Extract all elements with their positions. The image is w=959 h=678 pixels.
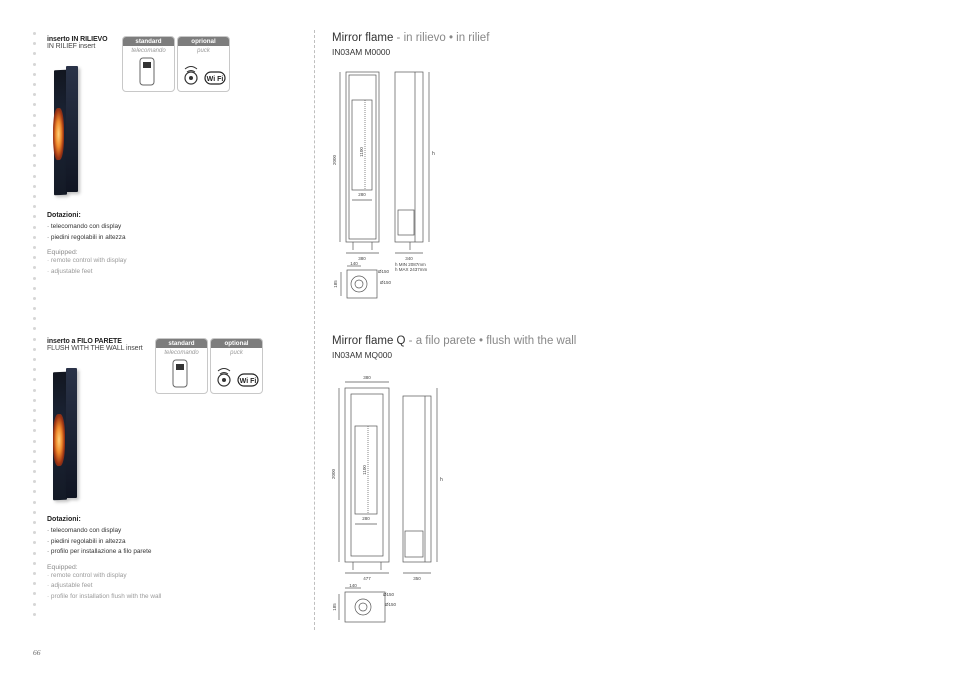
rail-dot	[33, 541, 36, 544]
rail-dot	[33, 114, 36, 117]
rail-dot	[33, 124, 36, 127]
rail-dot	[33, 215, 36, 218]
dim-top: 380	[363, 375, 371, 380]
dim-d1: Ø150	[383, 592, 395, 597]
rail-dot	[33, 562, 36, 565]
rail-dot	[33, 531, 36, 534]
rail-dot	[33, 429, 36, 432]
rail-dot	[33, 521, 36, 524]
dim-height: 2000	[331, 468, 336, 480]
dim-inner-w: 280	[358, 192, 366, 197]
rail-dot	[33, 297, 36, 300]
dim-top-w: 140	[349, 583, 357, 588]
badge-standard-sub: telecomando	[164, 350, 199, 356]
rail-dot	[33, 348, 36, 351]
equip-it-item: · piedini regolabili in altezza	[47, 537, 126, 545]
equip-it-header: Dotazioni:	[47, 516, 81, 523]
rail-dot	[33, 501, 36, 504]
rail-dot	[33, 572, 36, 575]
section1-heading	[47, 36, 107, 50]
rail-dot	[33, 185, 36, 188]
equip-it-item: · telecomando con display	[47, 223, 122, 230]
dim-d2: Ø150	[380, 280, 392, 285]
rail-dot	[33, 195, 36, 198]
dim-hmax: h MAX 2437mm	[395, 267, 428, 272]
puck-wifi-icon	[178, 54, 229, 92]
model2-technical-drawing	[325, 366, 455, 628]
rail-dot	[33, 266, 36, 269]
dim-width: 380	[358, 256, 366, 261]
dim-hmin: h MIN 2087mm	[395, 262, 426, 267]
rail-dot	[33, 450, 36, 453]
remote-icon	[123, 54, 174, 92]
equip-en-item: · adjustable feet	[47, 267, 93, 275]
section1-equipment	[47, 212, 127, 277]
model1-technical-drawing	[325, 60, 455, 300]
rail-dot	[33, 83, 36, 86]
rail-dot	[33, 358, 36, 361]
model1-code: IN03AM M0000	[332, 47, 391, 57]
badge-standard-1	[122, 36, 175, 92]
equip-en-item: · profile for installation flush with the wall	[47, 592, 162, 600]
page-number: 66	[33, 648, 41, 657]
rail-dot	[33, 490, 36, 493]
dim-height: 2000	[332, 154, 337, 166]
badge-standard-header: standard	[156, 339, 207, 348]
section1-title-en: IN RILIEF insert	[47, 43, 96, 50]
rail-dot	[33, 164, 36, 167]
equip-en-header: Equipped:	[47, 249, 78, 256]
badge-standard-2	[155, 338, 208, 394]
model1-subtitle: - in rilievo • in rilief	[393, 32, 490, 44]
wifi-label: Wi Fi	[239, 378, 257, 385]
dim-d2: Ø150	[385, 602, 397, 607]
rail-dot	[33, 134, 36, 137]
rail-dot	[33, 399, 36, 402]
rail-dot	[33, 42, 36, 45]
badge-standard-header: standard	[123, 37, 174, 46]
rail-dot	[33, 317, 36, 320]
rail-dot	[33, 327, 36, 330]
dim-d1: Ø150	[378, 269, 390, 274]
model2-heading	[332, 335, 576, 360]
rail-dot	[33, 440, 36, 443]
rail-dot	[33, 480, 36, 483]
badge-optional-1	[177, 36, 230, 92]
rail-dot	[33, 470, 36, 473]
rail-dot	[33, 552, 36, 555]
equip-it-item: · profilo per installazione a filo parete	[47, 548, 152, 555]
equip-it-item: · telecomando con display	[47, 527, 122, 534]
model1-name: Mirror flame	[332, 32, 394, 44]
rail-dot	[33, 93, 36, 96]
rail-dot	[33, 175, 36, 178]
rail-dot	[33, 378, 36, 381]
section1-title-it: inserto IN RILIEVO	[47, 36, 108, 43]
rail-dot	[33, 63, 36, 66]
rail-dot	[33, 511, 36, 514]
dim-inner: 1100	[362, 465, 367, 475]
model2-subtitle: - a filo parete • flush with the wall	[405, 335, 577, 347]
rail-dot	[33, 419, 36, 422]
rail-dot	[33, 460, 36, 463]
rail-dot	[33, 389, 36, 392]
rail-dot	[33, 287, 36, 290]
dim-h: h	[432, 151, 435, 157]
badge-standard-sub: telecomando	[131, 48, 166, 54]
badge-optional-header: oprional	[178, 37, 229, 46]
rail-dot	[33, 226, 36, 229]
product-image-2	[53, 372, 67, 500]
rail-dot	[33, 32, 36, 35]
dim-top-w: 140	[350, 261, 358, 266]
rail-dot	[33, 338, 36, 341]
badge-optional-sub: puck	[230, 350, 243, 356]
rail-dot	[33, 236, 36, 239]
rail-dot	[33, 246, 36, 249]
equip-en-item: · remote control with display	[47, 257, 127, 264]
model2-name: Mirror flame Q	[332, 335, 406, 347]
dotted-rail	[33, 32, 39, 623]
rail-dot	[33, 73, 36, 76]
rail-dot	[33, 205, 36, 208]
dim-inner-w: 280	[362, 516, 370, 521]
equip-en-item: · adjustable feet	[47, 582, 93, 589]
equip-en-item: · remote control with display	[47, 571, 127, 579]
rail-dot	[33, 409, 36, 412]
rail-dot	[33, 144, 36, 147]
rail-dot	[33, 592, 36, 595]
column-divider	[314, 30, 315, 630]
rail-dot	[33, 52, 36, 55]
model2-code: IN03AM MQ000	[332, 350, 393, 360]
dim-inner: 1100	[359, 147, 364, 157]
badge-optional-2	[210, 338, 263, 394]
section2-heading	[47, 338, 143, 352]
dim-top-d: 185	[332, 603, 337, 611]
section2-title-it: inserto a FILO PARETE	[47, 338, 122, 345]
section2-title-en: FLUSH WITH THE WALL insert	[47, 345, 143, 352]
equip-it-header: Dotazioni:	[47, 212, 81, 219]
section2-equipment	[47, 516, 161, 602]
rail-dot	[33, 307, 36, 310]
badge-optional-sub: puck	[197, 48, 210, 54]
dim-depth: 340	[405, 256, 413, 261]
rail-dot	[33, 277, 36, 280]
model1-heading	[332, 32, 489, 57]
rail-dot	[33, 582, 36, 585]
rail-dot	[33, 603, 36, 606]
equip-en-header: Equipped:	[47, 563, 78, 571]
rail-dot	[33, 256, 36, 259]
rail-dot	[33, 368, 36, 371]
remote-icon	[156, 356, 207, 394]
dim-h: h	[440, 477, 443, 483]
rail-dot	[33, 154, 36, 157]
dim-width: 477	[363, 576, 371, 581]
dim-depth: 350	[413, 576, 421, 581]
wifi-label: Wi Fi	[206, 76, 224, 83]
puck-wifi-icon	[211, 356, 262, 394]
rail-dot	[33, 103, 36, 106]
badge-optional-header: optional	[211, 339, 262, 348]
equip-it-item: · piedini regolabili in altezza	[47, 233, 126, 241]
rail-dot	[33, 613, 36, 616]
dim-top-d: 185	[333, 280, 338, 288]
